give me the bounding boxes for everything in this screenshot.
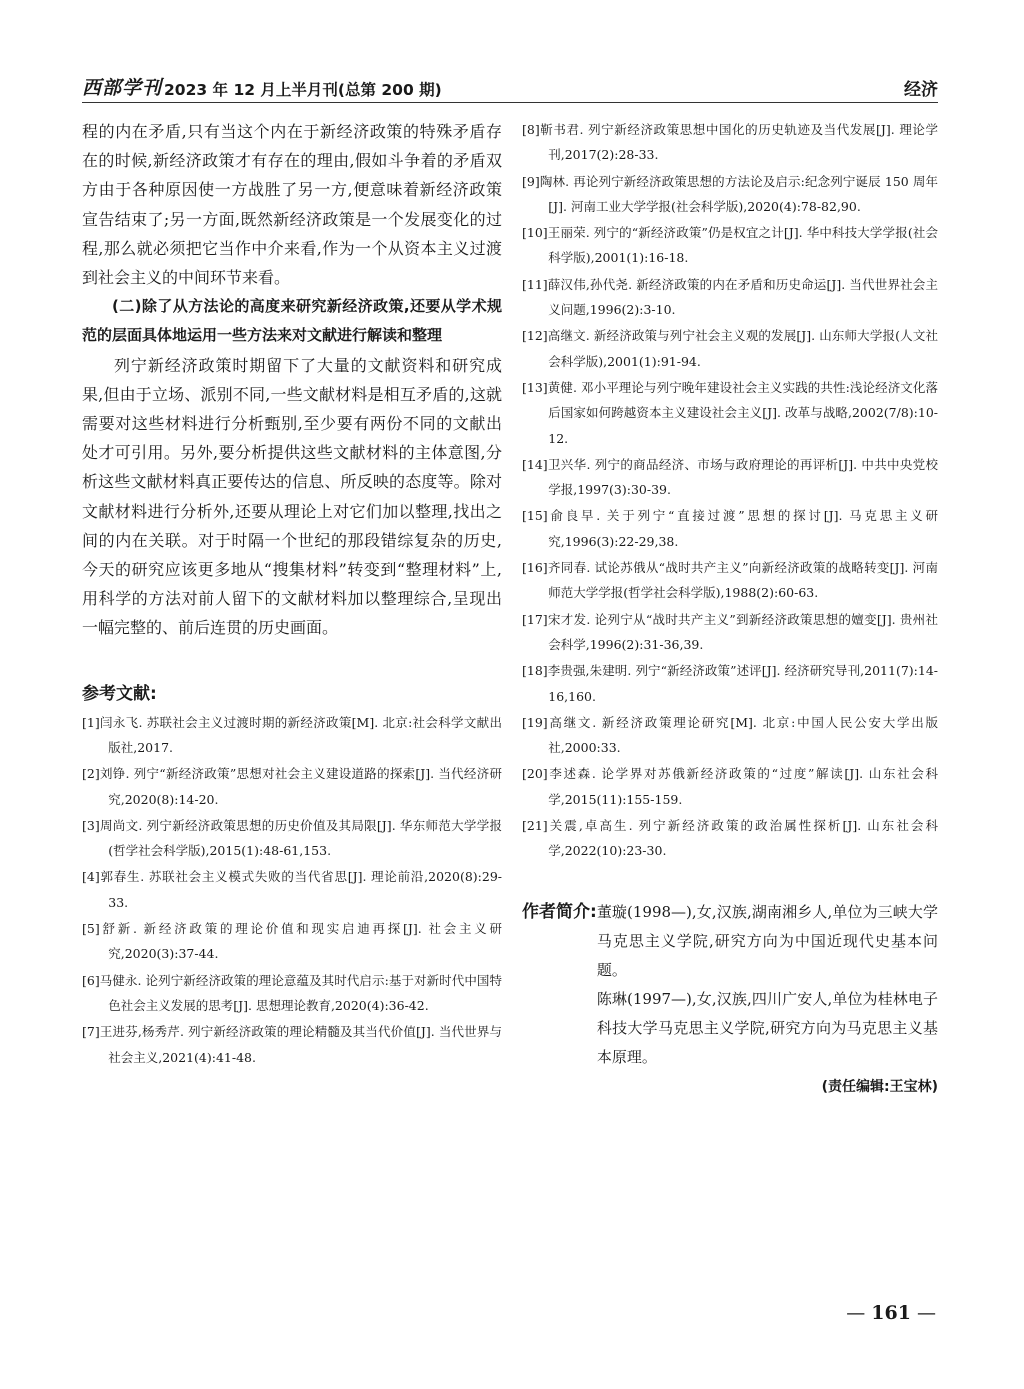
reference-item: [12]高继文. 新经济政策与列宁社会主义观的发展[J]. 山东师大学报(人文社会科学版),2001(1):91-94. [522, 328, 938, 369]
reference-item: [10]王丽荣. 列宁的“新经济政策”仍是权宜之计[J]. 华中科技大学学报(社会科学版),2001(1):16-18. [522, 225, 938, 266]
author-bio-2: 陈琳(1997—),女,汉族,四川广安人,单位为桂林电子科技大学马克思主义学院,研究方向为马克思主义基本原理。 [596, 989, 938, 1066]
reference-item: [8]靳书君. 列宁新经济政策思想中国化的历史轨迹及当代发展[J]. 理论学刊,2017(2):28-33. [522, 122, 938, 163]
reference-item: [4]郭春生. 苏联社会主义模式失败的当代省思[J]. 理论前沿,2020(8):29-33. [82, 869, 502, 910]
issue-info: 2023 年 12 月上半月刊(总第 200 期) [164, 81, 442, 99]
reference-item: [17]宋才发. 论列宁从“战时共产主义”到新经济政策思想的嬗变[J]. 贵州社会科学,1996(2):31-36,39. [522, 611, 938, 652]
header-rule [82, 102, 938, 103]
section-subheading: (二)除了从方法论的高度来研究新经济政策,还要从学术规范的层面具体地运用一些方法来对文献进行解读和整理 [82, 297, 502, 345]
page-number [846, 1302, 936, 1324]
reference-item: [9]陶林. 再论列宁新经济政策思想的方法论及启示:纪念列宁诞辰 150 周年[J]. 河南工业大学学报(社会科学版),2020(4):78-82,90. [522, 173, 938, 214]
reference-item: [5]舒新. 新经济政策的理论价值和现实启迪再探[J]. 社会主义研究,2020(3):37-44. [82, 921, 502, 962]
author-bio-1: 董璇(1998—),女,汉族,湖南湘乡人,单位为三峡大学马克思主义学院,研究方向为中国近现代史基本问题。 [596, 902, 938, 979]
right-column [522, 117, 938, 1096]
body-paragraph-2: 列宁新经济政策时期留下了大量的文献资料和研究成果,但由于立场、派别不同,一些文献材料是相互矛盾的,这就需要对这些材料进行分析甄别,至少要有两份不同的文献出处才可引用。另外,要分析提供这些文献材料的主体意图,分析这些文献材料真正要传达的信息、所反映的态度等。除对文献材料进行分析外,还要从理论上对它们加以整理,找出之间的内在关联。对于时隔一个世纪的那段错综复杂的历史,今天的研究应该更多地从“搜集材料”转变到“整理材料”上,用科学的方法对前人留下的文献材料加以整理综合,呈现出一幅完整的、前后连贯的历史画面。 [82, 355, 502, 638]
section-name: 经济 [904, 80, 938, 100]
header-left [82, 73, 442, 100]
reference-list-right [522, 117, 938, 864]
reference-item: [16]齐同春. 试论苏俄从“战时共产主义”向新经济政策的战略转变[J]. 河南师范大学学报(哲学社会科学版),1988(2):60-63. [522, 560, 938, 601]
responsible-editor: (责任编辑:王宝林) [821, 1078, 938, 1095]
reference-item: [14]卫兴华. 列宁的商品经济、市场与政府理论的再评析[J]. 中共中央党校学报,1997(3):30-39. [522, 456, 938, 498]
journal-logo: 西部学刊 [82, 77, 163, 99]
reference-item: [18]李贵强,朱建明. 列宁“新经济政策”述评[J]. 经济研究导刊,2011(7):14-16,160. [522, 663, 938, 704]
page-number-dash-right: — [910, 1302, 936, 1324]
reference-item: [13]黄健. 邓小平理论与列宁晚年建设社会主义实践的共性:浅论经济文化落后国家如何跨越资本主义建设社会主义[J]. 改革与战略,2002(7/8):10-12. [522, 379, 938, 446]
author-bio-texts [597, 898, 938, 1072]
reference-item: [11]薛汉伟,孙代尧. 新经济政策的内在矛盾和历史命运[J]. 当代世界社会主义问题,1996(2):3-10. [522, 276, 938, 318]
reference-item: [3]周尚文. 列宁新经济政策思想的历史价值及其局限[J]. 华东师范大学学报(哲学社会科学版),2015(1):48-61,153. [82, 817, 502, 859]
reference-item: [2]刘铮. 列宁“新经济政策”思想对社会主义建设道路的探索[J]. 当代经济研究,2020(8):14-20. [82, 766, 502, 807]
left-column [82, 117, 502, 1071]
reference-item: [15]俞良早. 关于列宁“直接过渡”思想的探讨[J]. 马克思主义研究,1996(3):22-29,38. [522, 508, 938, 549]
reference-item: [7]王进芬,杨秀芹. 列宁新经济政策的理论精髓及其当代价值[J]. 当代世界与社会主义,2021(4):41-48. [82, 1024, 502, 1065]
reference-item: [1]闫永飞. 苏联社会主义过渡时期的新经济政策[M]. 北京:社会科学文献出版社,2017. [82, 714, 502, 755]
page-number-dash-left: — [846, 1302, 872, 1324]
author-bio [522, 898, 938, 1072]
page-header [82, 70, 938, 100]
reference-item: [6]马健永. 论列宁新经济政策的理论意蕴及其时代启示:基于对新时代中国特色社会主义发展的思考[J]. 思想理论教育,2020(4):36-42. [82, 972, 502, 1013]
references-title: 参考文献: [82, 683, 157, 704]
reference-list-left [82, 710, 502, 1070]
reference-item: [21]关震,卓高生. 列宁新经济政策的政治属性探析[J]. 山东社会科学,2022(10):23-30. [522, 818, 938, 859]
reference-item: [20]李述森. 论学界对苏俄新经济政策的“过度”解读[J]. 山东社会科学,2015(11):155-159. [522, 766, 938, 807]
reference-item: [19]高继文. 新经济政策理论研究[M]. 北京:中国人民公安大学出版社,2000:33. [522, 714, 938, 756]
body-paragraph-1: 程的内在矛盾,只有当这个内在于新经济政策的特殊矛盾存在的时候,新经济政策才有存在的理由,假如斗争着的矛盾双方由于各种原因使一方战胜了另一方,便意味着新经济政策宣告结束了;另一方面,既然新经济政策是一个发展变化的过程,那么就必须把它当作中介来看,作为一个从资本主义过渡到社会主义的中间环节来看。 [82, 122, 502, 288]
page-number-value: 161 [871, 1302, 911, 1324]
author-bio-label: 作者简介: [522, 901, 597, 922]
